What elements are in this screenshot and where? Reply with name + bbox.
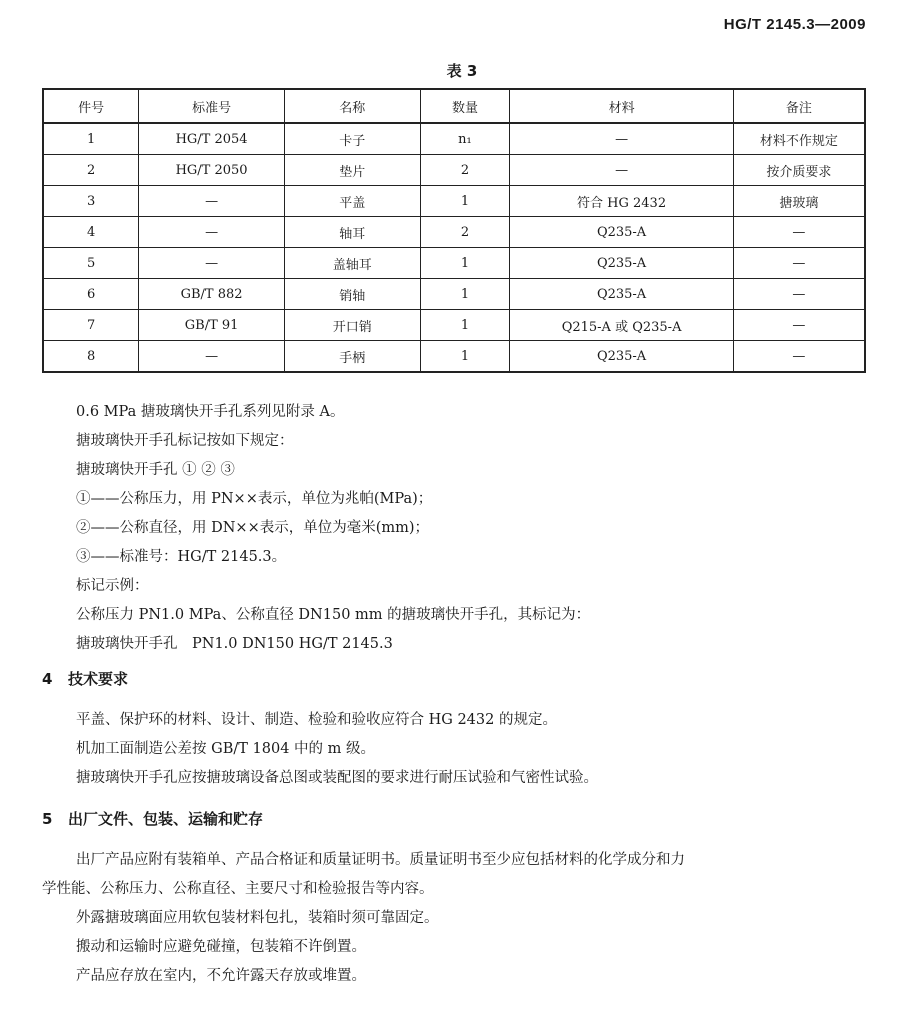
table-cell: — [733,279,865,310]
table-cell: 手柄 [284,341,420,373]
table-cell: 1 [43,123,139,155]
table-cell: n₁ [420,123,510,155]
note-line: ①——公称压力，用 PN××表示，单位为兆帕(MPa)； [76,491,433,507]
note-line: ②——公称直径，用 DN××表示，单位为毫米(mm)； [76,520,430,536]
table-cell: — [139,248,285,279]
table-cell: 2 [420,217,510,248]
table-cell: — [733,248,865,279]
section-5-body [42,846,872,991]
table-cell: Q235-A [510,341,733,373]
section-4-body [76,706,876,793]
table-cell: 轴耳 [284,217,420,248]
table-cell: 1 [420,310,510,341]
marking-notes [76,398,876,659]
paragraph: 搪玻璃快开手孔应按搪玻璃设备总图或装配图的要求进行耐压试验和气密性试验。 [76,770,598,786]
table-cell: Q235-A [510,248,733,279]
note-line: 标记示例： [76,578,149,594]
note-line: 搪玻璃快开手孔标记按如下规定： [76,433,294,449]
table-cell: 开口销 [284,310,420,341]
table-cell: 6 [43,279,139,310]
table-cell: 4 [43,217,139,248]
table-cell: GB/T 91 [139,310,285,341]
table-cell: HG/T 2054 [139,123,285,155]
table-cell: 2 [43,155,139,186]
column-header: 件号 [43,89,139,123]
table-row [43,310,865,341]
paragraph: 外露搪玻璃面应用软包装材料包扎，装箱时须可靠固定。 [76,910,439,926]
table-cell: 销轴 [284,279,420,310]
column-header: 数量 [420,89,510,123]
paragraph: 出厂产品应附有装箱单、产品合格证和质量证明书。质量证明书至少应包括材料的化学成分和力 [76,852,685,868]
paragraph: 机加工面制造公差按 GB/T 1804 中的 m 级。 [76,741,375,757]
table-cell: 卡子 [284,123,420,155]
column-header: 备注 [733,89,865,123]
table-cell: Q235-A [510,279,733,310]
paragraph: 搬动和运输时应避免碰撞，包装箱不许倒置。 [76,939,366,955]
table-cell: 平盖 [284,186,420,217]
table-cell: 材料不作规定 [733,123,865,155]
document-code: HG/T 2145.3—2009 [723,16,866,33]
section-number: 4 [42,670,53,688]
table-cell: — [510,123,733,155]
table-cell: Q215-A 或 Q235-A [510,310,733,341]
table-row [43,279,865,310]
table-cell: 1 [420,248,510,279]
table-cell: 按介质要求 [733,155,865,186]
section-title: 技术要求 [68,670,129,688]
table-cell: 1 [420,279,510,310]
table-cell: GB/T 882 [139,279,285,310]
note-line: 搪玻璃快开手孔 ① ② ③ [76,462,235,478]
table-cell: — [139,186,285,217]
table-cell: 搪玻璃 [733,186,865,217]
paragraph: 平盖、保护环的材料、设计、制造、检验和验收应符合 HG 2432 的规定。 [76,712,557,728]
table-cell: Q235-A [510,217,733,248]
section-title: 出厂文件、包装、运输和贮存 [68,810,264,828]
paragraph-continuation: 学性能、公称压力、公称直径、主要尺寸和检验报告等内容。 [42,881,434,897]
section-number: 5 [42,810,53,828]
table-cell: 8 [43,341,139,373]
table-cell: 垫片 [284,155,420,186]
table-cell: 符合 HG 2432 [510,186,733,217]
table-cell: — [510,155,733,186]
table-cell: — [139,341,285,373]
column-header: 标准号 [139,89,285,123]
note-line: 搪玻璃快开手孔 PN1.0 DN150 HG/T 2145.3 [76,636,393,652]
column-header: 材料 [510,89,733,123]
table-cell: 7 [43,310,139,341]
table-title: 表 3 [446,62,478,80]
table-row [43,341,865,373]
table-cell: — [139,217,285,248]
table-cell: 1 [420,186,510,217]
table-cell: — [733,341,865,373]
paragraph: 产品应存放在室内，不允许露天存放或堆置。 [76,968,366,984]
table-cell: HG/T 2050 [139,155,285,186]
table-cell: 3 [43,186,139,217]
table-cell: 1 [420,341,510,373]
table-cell: — [733,217,865,248]
table-cell: 2 [420,155,510,186]
table-cell: — [733,310,865,341]
parts-table [42,88,866,373]
table-row [43,186,865,217]
column-header: 名称 [284,89,420,123]
table-row [43,248,865,279]
note-line: 公称压力 PN1.0 MPa、公称直径 DN150 mm 的搪玻璃快开手孔，其标记为： [76,607,591,623]
table-cell: 盖轴耳 [284,248,420,279]
note-line: ③——标准号：HG/T 2145.3。 [76,549,287,565]
table-row [43,123,865,155]
table-row [43,217,865,248]
section-5-heading [42,808,263,829]
table-cell: 5 [43,248,139,279]
table-row [43,155,865,186]
note-line: 0.6 MPa 搪玻璃快开手孔系列见附录 A。 [76,404,345,420]
section-4-heading [42,668,128,689]
table-header-row [43,89,865,123]
